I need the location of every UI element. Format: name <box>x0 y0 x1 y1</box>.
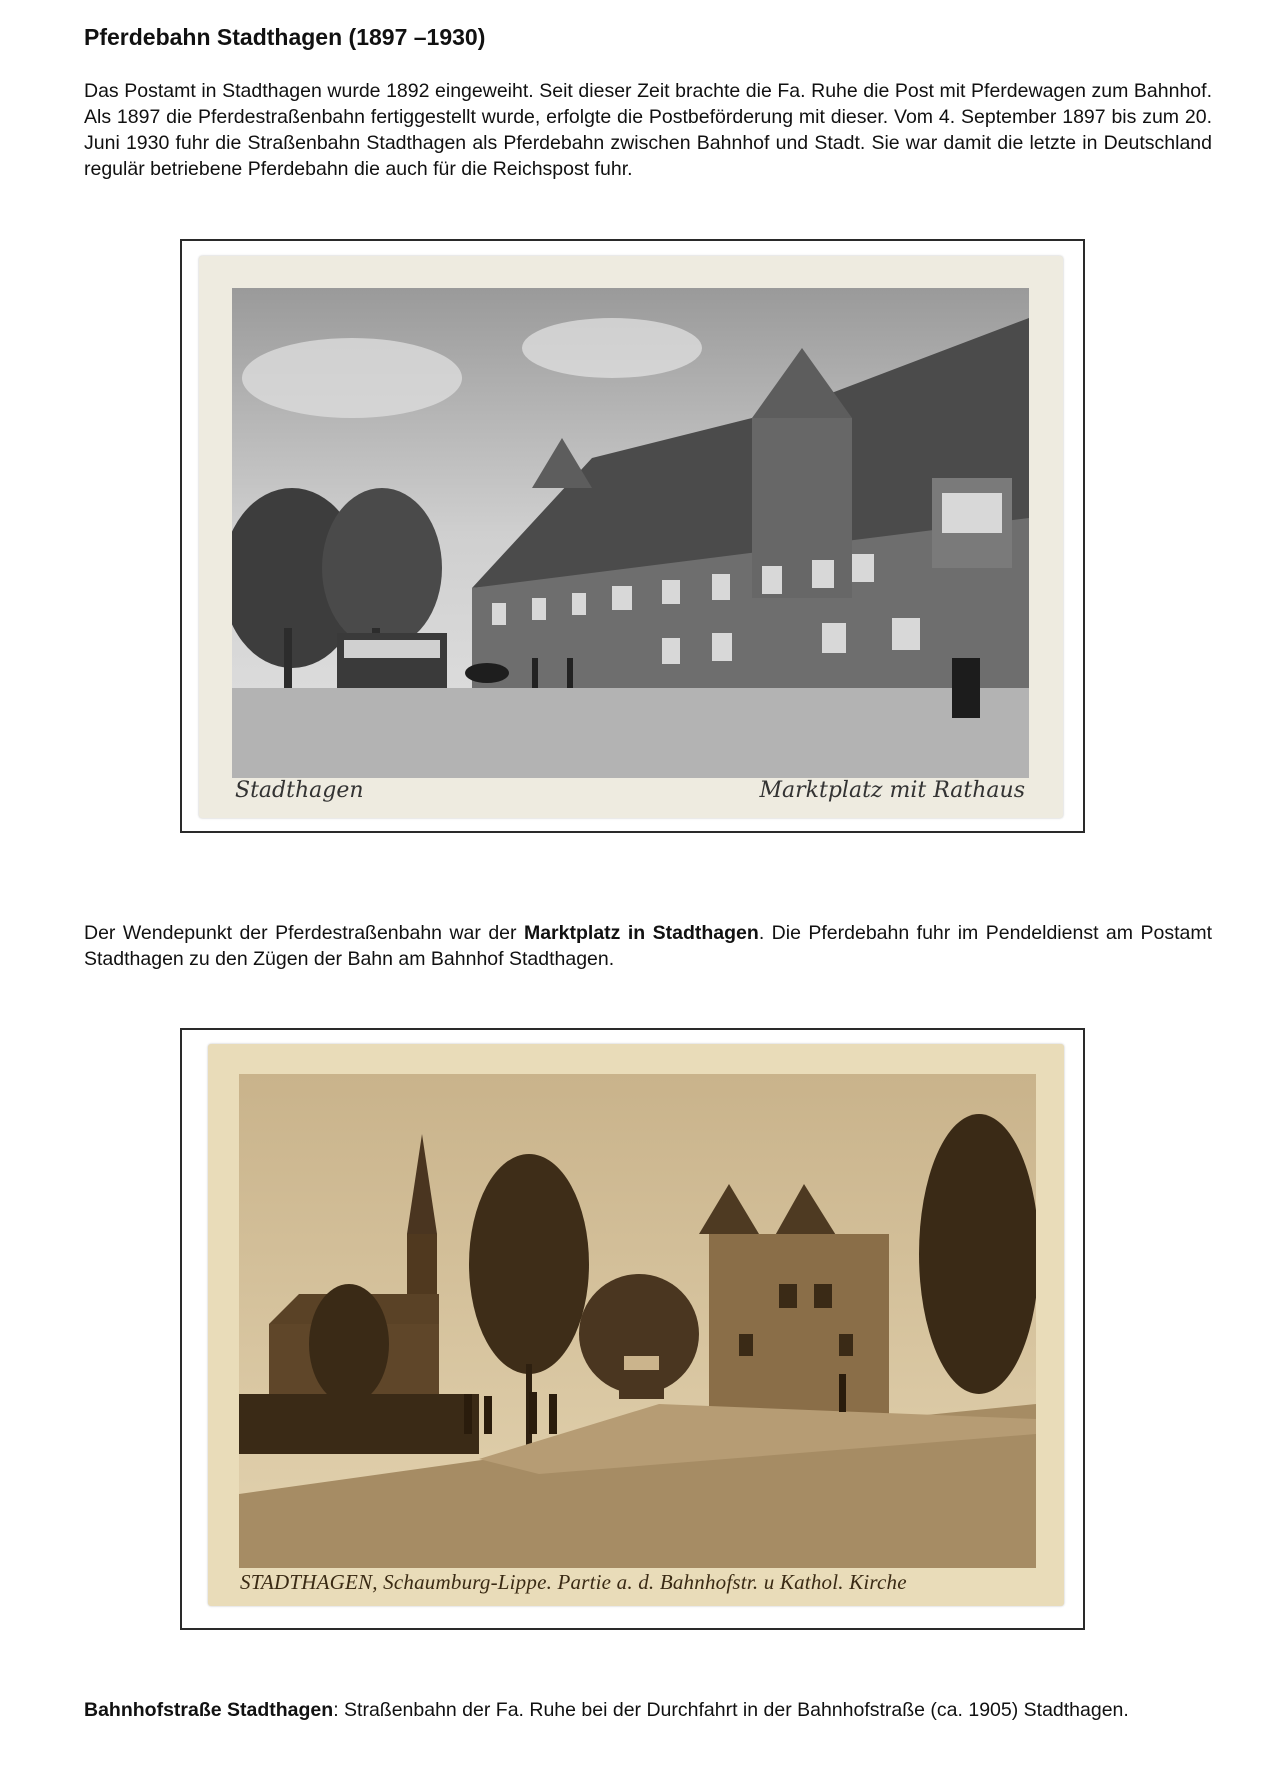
postcard-caption-bottom: STADTHAGEN, Schaumburg-Lippe. Partie a. d. Bahnhofstr. u Kathol. Kirche <box>240 1570 907 1594</box>
postcard-bahnhofstrasse <box>208 1044 1064 1606</box>
intro-paragraph: Das Postamt in Stadthagen wurde 1892 eingeweiht. Seit dieser Zeit brachte die Fa. Ruhe die Post mit Pferdewagen zum Bahnhof. Als 1897 die Pferdestraßenbahn fertiggestellt wurde, erfolgte die Postbeförderung mit dieser. Vom 4. September 1897 bis zum 20. Juni 1930 fuhr die Straßenbahn Stadthagen als Pferdebahn zwischen Bahnhof und Stadt. Sie war damit die letzte in Deutschland regulär betriebene Pferdebahn die auch für die Reichspost fuhr. <box>84 80 1212 180</box>
photo-bahnhofstrasse-kirche <box>239 1074 1036 1568</box>
photo-marktplatz-rathaus <box>232 288 1029 778</box>
paragraph-bahnhofstrasse-bold: Bahnhofstraße Stadthagen <box>84 1699 334 1721</box>
postcard-frame-bahnhofstrasse <box>180 1028 1085 1630</box>
paragraph-bahnhofstrasse-text: : Straßenbahn der Fa. Ruhe bei der Durchfahrt in der Bahnhofstraße (ca. 1905) Stadthagen. <box>333 1699 1129 1721</box>
paragraph-wendepunkt-text-1: Der Wendepunkt der Pferdestraßenbahn war der <box>84 922 524 944</box>
postcard-frame-marktplatz <box>180 239 1085 833</box>
paragraph-bahnhofstrasse <box>84 1697 1212 1723</box>
paragraph-wendepunkt <box>84 920 1212 972</box>
paragraph-wendepunkt-bold: Marktplatz in Stadthagen <box>523 922 759 944</box>
postcard-caption-left: Stadthagen <box>235 778 364 803</box>
page-title: Pferdebahn Stadthagen (1897 –1930) <box>84 24 486 50</box>
paragraph-wendepunkt-text-2: . Die Pferdebahn fuhr im Pendeldienst am Postamt Stadthagen zu den Zügen der Bahn am Bahnhof Stadthagen. <box>84 922 1212 970</box>
postcard-caption-right: Marktplatz mit Rathaus <box>759 778 1025 803</box>
postcard-marktplatz <box>199 256 1063 818</box>
